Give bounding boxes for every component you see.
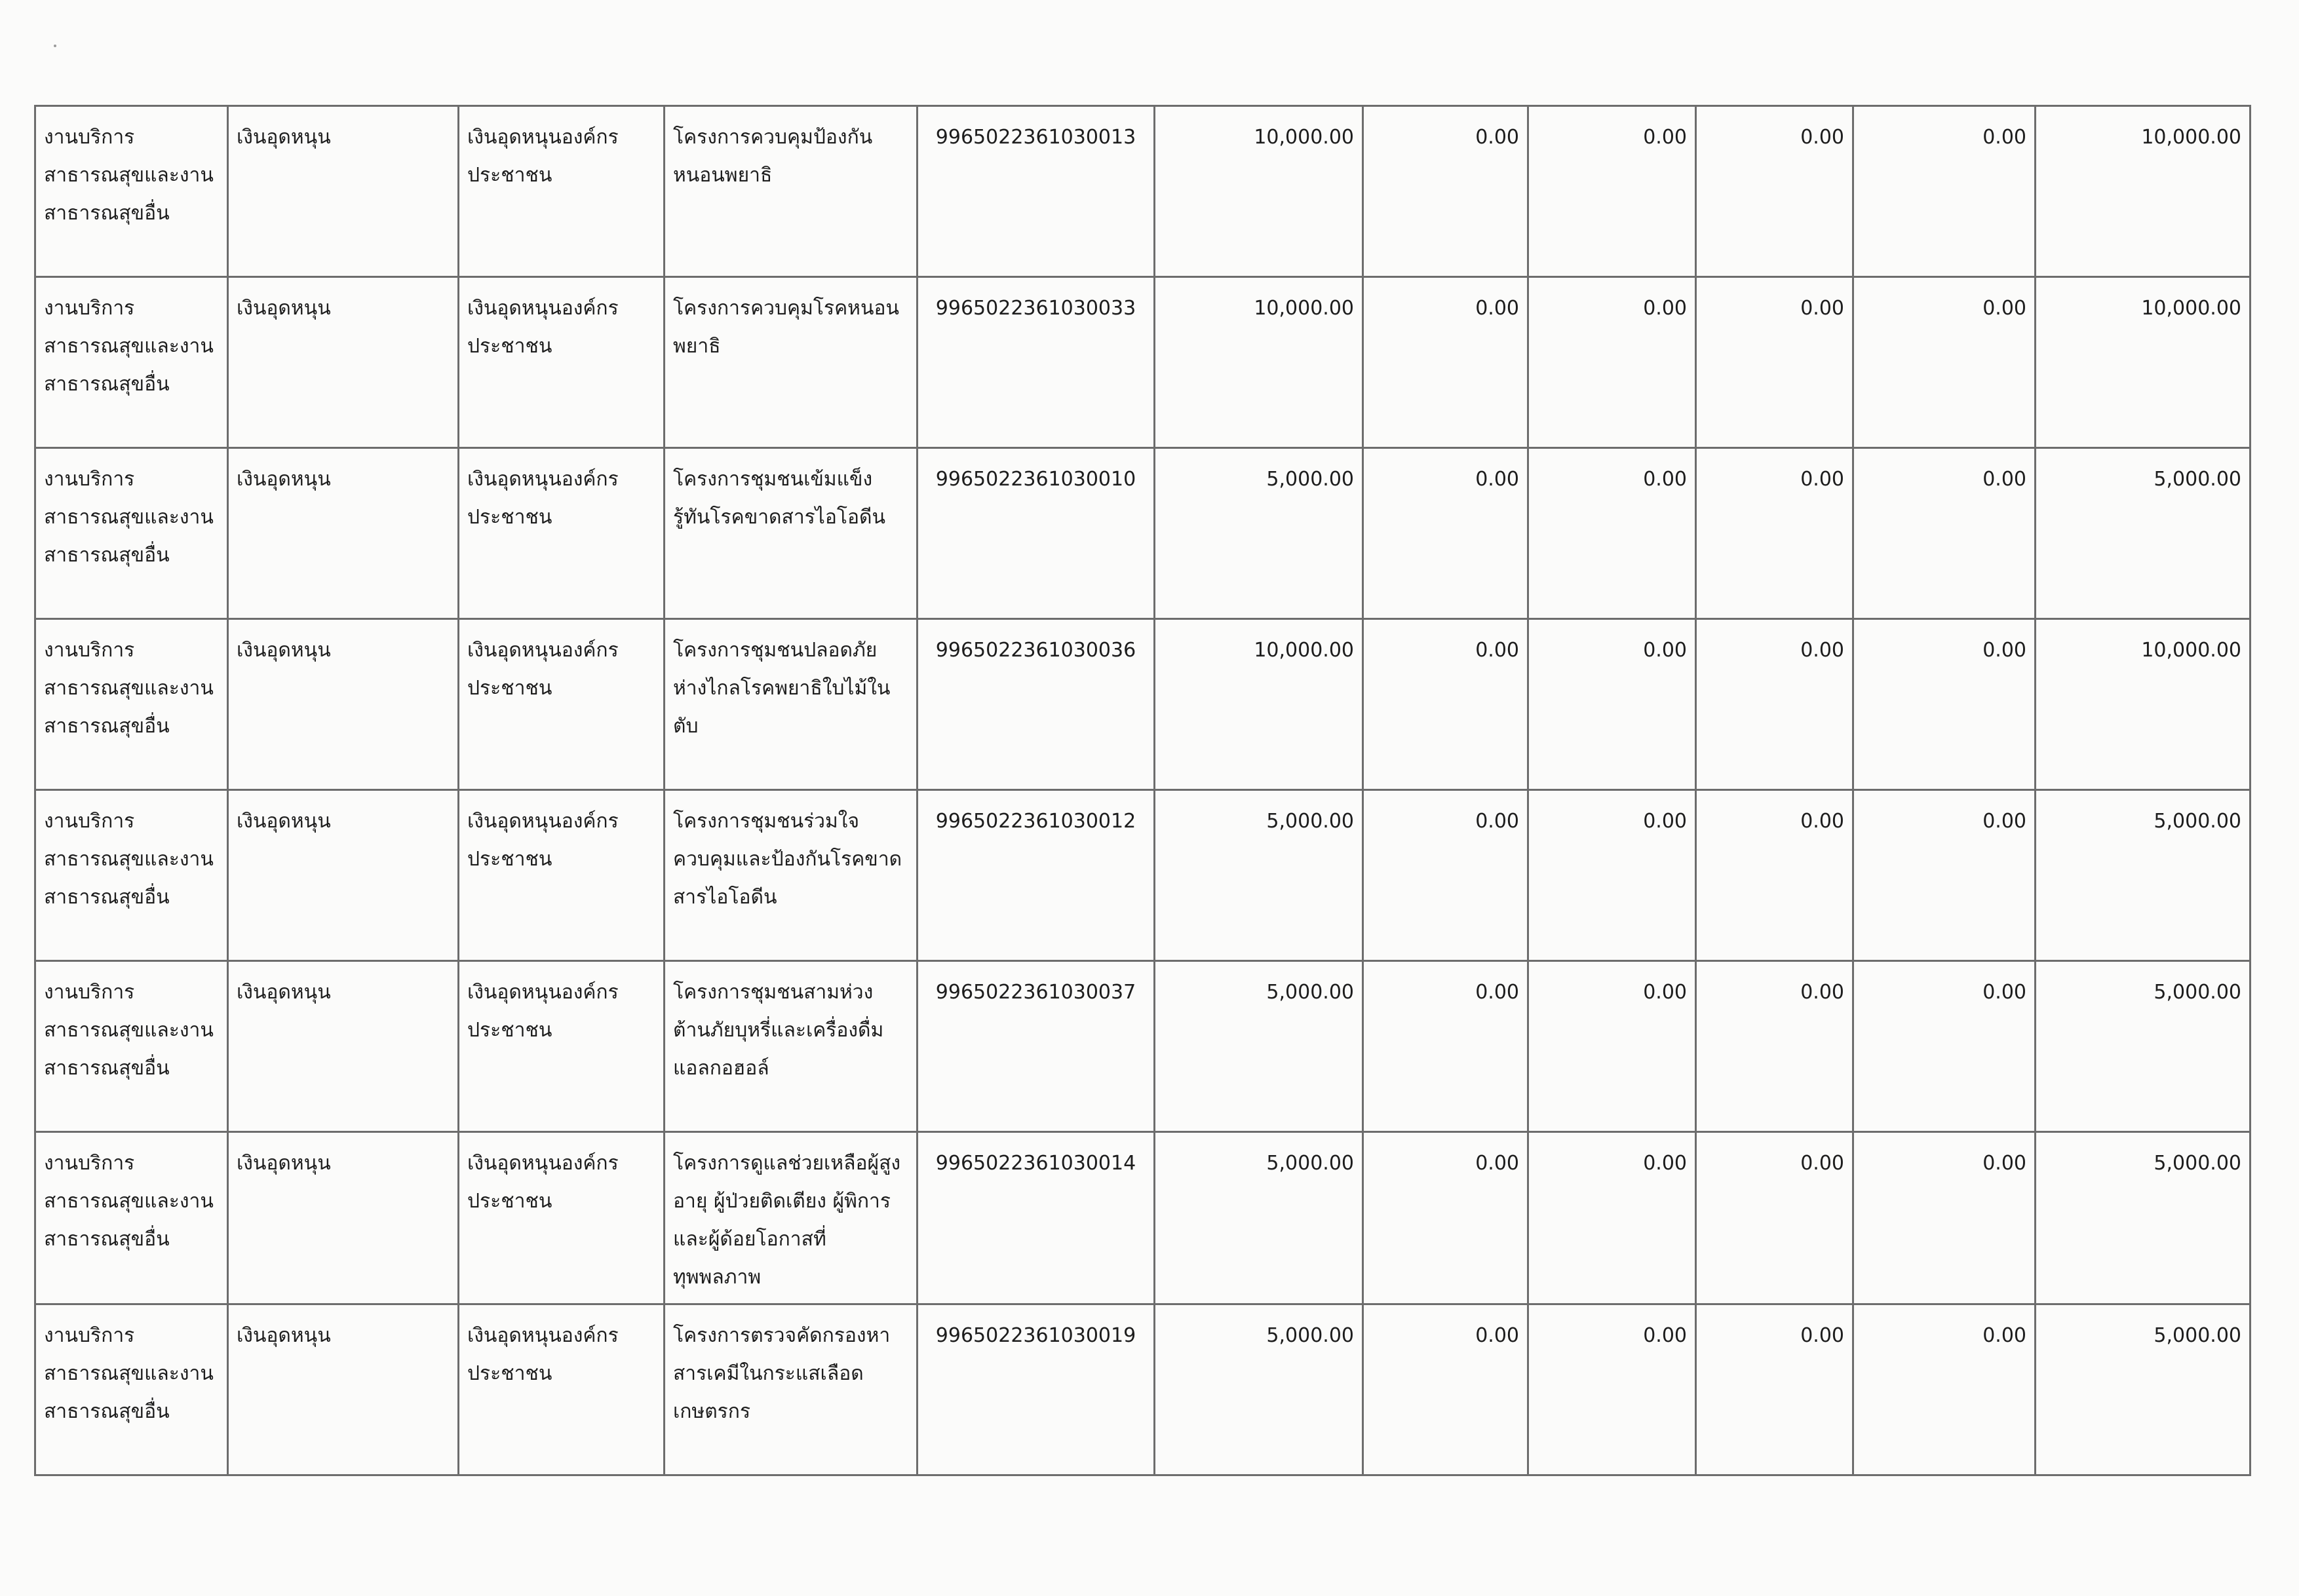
value-cell-2: 0.00 [1528, 448, 1696, 619]
value-cell-1: 0.00 [1363, 619, 1528, 790]
total-cell: 5,000.00 [2036, 1304, 2251, 1475]
budget-amount-cell: 10,000.00 [1155, 106, 1363, 277]
value-cell-2: 0.00 [1528, 1304, 1696, 1475]
value-cell-4: 0.00 [1853, 961, 2036, 1132]
budget-type-cell: เงินอุดหนุน [228, 106, 459, 277]
work-cell: งานบริการสาธารณสุขและงานสาธารณสุขอื่น [35, 790, 228, 961]
project-code-cell: 9965022361030033 [918, 277, 1155, 448]
value-cell-3: 0.00 [1696, 1304, 1853, 1475]
project-code-cell: 9965022361030010 [918, 448, 1155, 619]
value-cell-4: 0.00 [1853, 448, 2036, 619]
value-cell-2: 0.00 [1528, 619, 1696, 790]
total-cell: 10,000.00 [2036, 277, 2251, 448]
value-cell-3: 0.00 [1696, 619, 1853, 790]
budget-amount-cell: 10,000.00 [1155, 277, 1363, 448]
budget-table [34, 105, 2251, 1476]
project-code-cell: 9965022361030012 [918, 790, 1155, 961]
budget-type-cell: เงินอุดหนุน [228, 277, 459, 448]
table-row [35, 106, 2251, 277]
budget-type-cell: เงินอุดหนุน [228, 1132, 459, 1304]
value-cell-4: 0.00 [1853, 106, 2036, 277]
budget-subtype-cell: เงินอุดหนุนองค์กรประชาชน [459, 277, 665, 448]
work-cell: งานบริการสาธารณสุขและงานสาธารณสุขอื่น [35, 106, 228, 277]
budget-amount-cell: 5,000.00 [1155, 790, 1363, 961]
work-cell: งานบริการสาธารณสุขและงานสาธารณสุขอื่น [35, 277, 228, 448]
value-cell-1: 0.00 [1363, 961, 1528, 1132]
table-row [35, 961, 2251, 1132]
project-cell: โครงการชุมชนปลอดภัยห่างไกลโรคพยาธิใบไม้ในตับ [665, 619, 918, 790]
budget-amount-cell: 5,000.00 [1155, 448, 1363, 619]
table-row [35, 448, 2251, 619]
table-row [35, 277, 2251, 448]
value-cell-2: 0.00 [1528, 106, 1696, 277]
total-cell: 10,000.00 [2036, 619, 2251, 790]
project-cell: โครงการควบคุมโรคหนอนพยาธิ [665, 277, 918, 448]
project-code-cell: 9965022361030037 [918, 961, 1155, 1132]
table-row [35, 1132, 2251, 1304]
value-cell-2: 0.00 [1528, 1132, 1696, 1304]
project-cell: โครงการตรวจคัดกรองหาสารเคมีในกระแสเลือดเกษตรกร [665, 1304, 918, 1475]
value-cell-3: 0.00 [1696, 106, 1853, 277]
scan-speck [54, 45, 56, 47]
project-code-cell: 9965022361030036 [918, 619, 1155, 790]
budget-subtype-cell: เงินอุดหนุนองค์กรประชาชน [459, 1304, 665, 1475]
budget-type-cell: เงินอุดหนุน [228, 448, 459, 619]
total-cell: 5,000.00 [2036, 448, 2251, 619]
budget-subtype-cell: เงินอุดหนุนองค์กรประชาชน [459, 961, 665, 1132]
value-cell-3: 0.00 [1696, 790, 1853, 961]
budget-subtype-cell: เงินอุดหนุนองค์กรประชาชน [459, 790, 665, 961]
table-row [35, 619, 2251, 790]
table-row [35, 1304, 2251, 1475]
table-row [35, 790, 2251, 961]
total-cell: 5,000.00 [2036, 790, 2251, 961]
budget-subtype-cell: เงินอุดหนุนองค์กรประชาชน [459, 448, 665, 619]
value-cell-1: 0.00 [1363, 277, 1528, 448]
value-cell-4: 0.00 [1853, 277, 2036, 448]
value-cell-3: 0.00 [1696, 1132, 1853, 1304]
work-cell: งานบริการสาธารณสุขและงานสาธารณสุขอื่น [35, 448, 228, 619]
total-cell: 5,000.00 [2036, 961, 2251, 1132]
budget-type-cell: เงินอุดหนุน [228, 961, 459, 1132]
total-cell: 10,000.00 [2036, 106, 2251, 277]
budget-type-cell: เงินอุดหนุน [228, 790, 459, 961]
project-cell: โครงการดูแลช่วยเหลือผู้สูงอายุ ผู้ป่วยติดเตียง ผู้พิการและผู้ด้อยโอกาสที่ทุพพลภาพ [665, 1132, 918, 1304]
value-cell-4: 0.00 [1853, 619, 2036, 790]
value-cell-1: 0.00 [1363, 106, 1528, 277]
work-cell: งานบริการสาธารณสุขและงานสาธารณสุขอื่น [35, 1304, 228, 1475]
budget-type-cell: เงินอุดหนุน [228, 1304, 459, 1475]
value-cell-1: 0.00 [1363, 1132, 1528, 1304]
value-cell-3: 0.00 [1696, 448, 1853, 619]
project-code-cell: 9965022361030019 [918, 1304, 1155, 1475]
value-cell-3: 0.00 [1696, 961, 1853, 1132]
project-cell: โครงการชุมชนเข้มแข็งรู้ทันโรคขาดสารไอโอดีน [665, 448, 918, 619]
project-cell: โครงการชุมชนร่วมใจควบคุมและป้องกันโรคขาดสารไอโอดีน [665, 790, 918, 961]
work-cell: งานบริการสาธารณสุขและงานสาธารณสุขอื่น [35, 619, 228, 790]
budget-amount-cell: 5,000.00 [1155, 1304, 1363, 1475]
value-cell-1: 0.00 [1363, 790, 1528, 961]
budget-amount-cell: 5,000.00 [1155, 1132, 1363, 1304]
budget-type-cell: เงินอุดหนุน [228, 619, 459, 790]
value-cell-3: 0.00 [1696, 277, 1853, 448]
value-cell-2: 0.00 [1528, 961, 1696, 1132]
project-cell: โครงการชุมชนสามห่วงต้านภัยบุหรี่และเครื่องดื่มแอลกอฮอล์ [665, 961, 918, 1132]
table-body [35, 106, 2251, 1475]
project-code-cell: 9965022361030013 [918, 106, 1155, 277]
value-cell-1: 0.00 [1363, 448, 1528, 619]
budget-amount-cell: 10,000.00 [1155, 619, 1363, 790]
value-cell-4: 0.00 [1853, 1132, 2036, 1304]
total-cell: 5,000.00 [2036, 1132, 2251, 1304]
work-cell: งานบริการสาธารณสุขและงานสาธารณสุขอื่น [35, 1132, 228, 1304]
budget-subtype-cell: เงินอุดหนุนองค์กรประชาชน [459, 619, 665, 790]
work-cell: งานบริการสาธารณสุขและงานสาธารณสุขอื่น [35, 961, 228, 1132]
value-cell-2: 0.00 [1528, 790, 1696, 961]
value-cell-2: 0.00 [1528, 277, 1696, 448]
value-cell-4: 0.00 [1853, 1304, 2036, 1475]
value-cell-1: 0.00 [1363, 1304, 1528, 1475]
project-code-cell: 9965022361030014 [918, 1132, 1155, 1304]
budget-subtype-cell: เงินอุดหนุนองค์กรประชาชน [459, 106, 665, 277]
value-cell-4: 0.00 [1853, 790, 2036, 961]
budget-subtype-cell: เงินอุดหนุนองค์กรประชาชน [459, 1132, 665, 1304]
project-cell: โครงการควบคุมป้องกันหนอนพยาธิ [665, 106, 918, 277]
budget-amount-cell: 5,000.00 [1155, 961, 1363, 1132]
